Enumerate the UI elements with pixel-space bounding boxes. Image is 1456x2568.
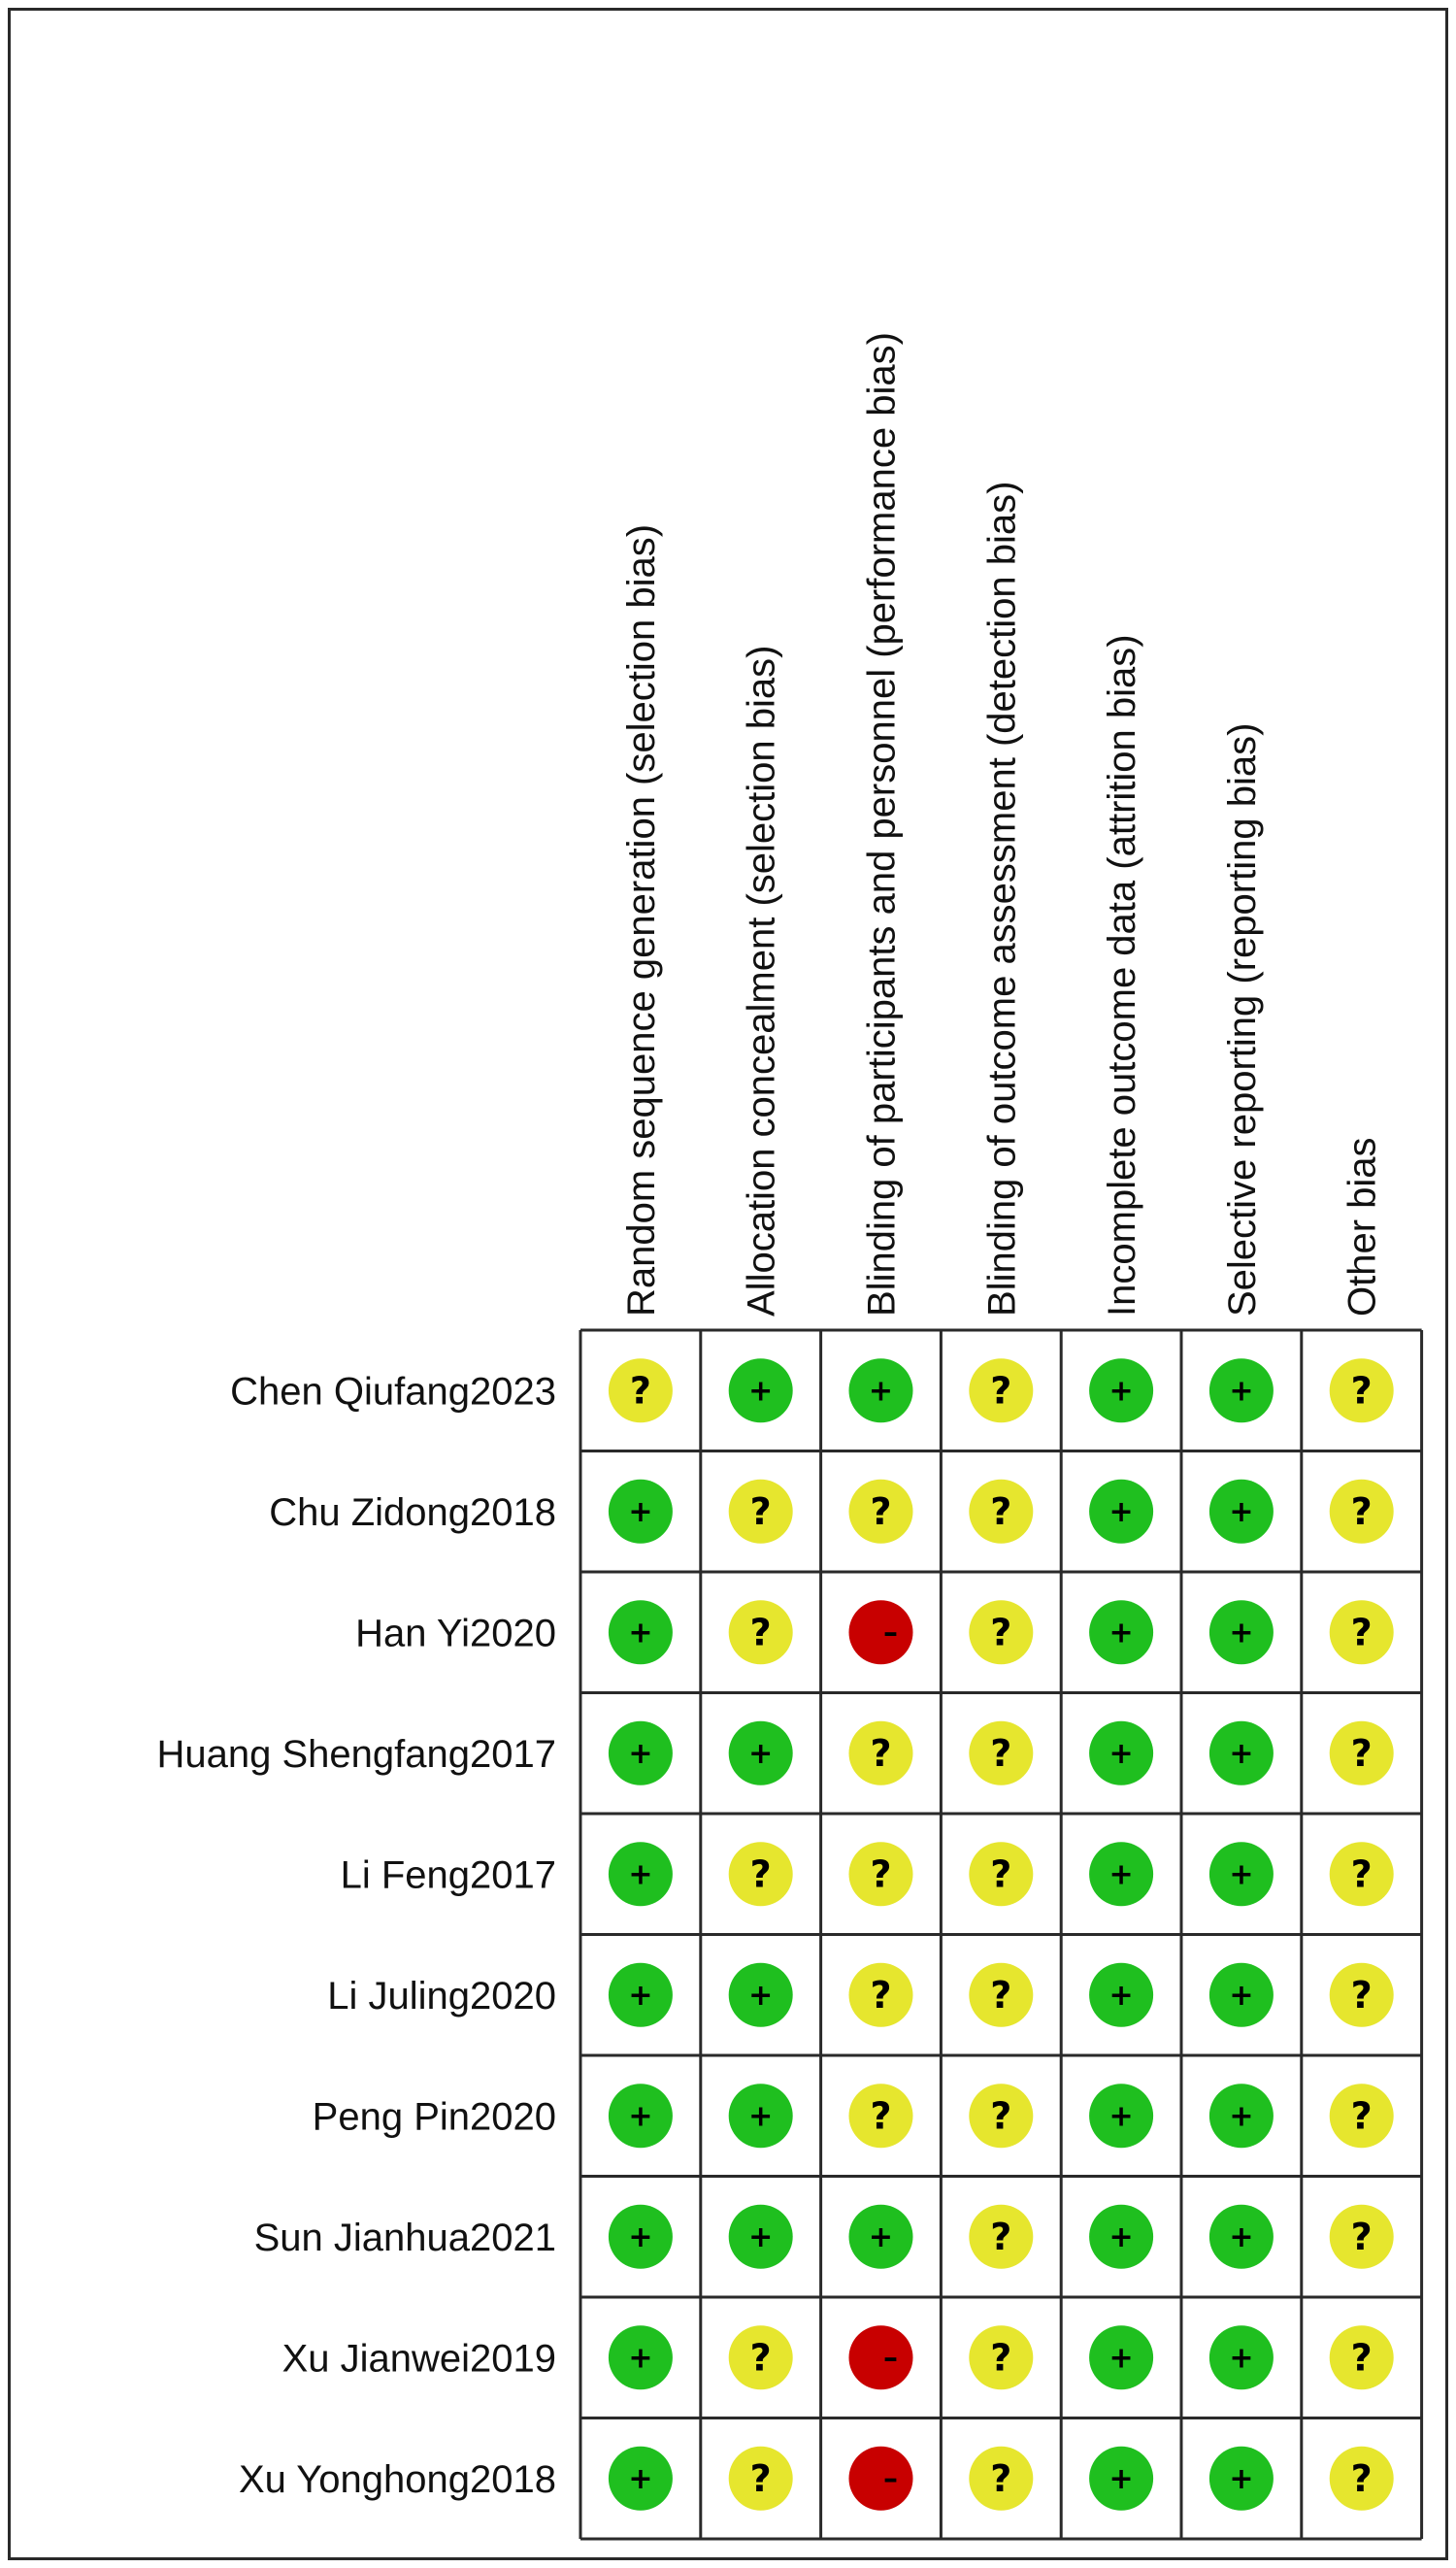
rating-mark: [1330, 2205, 1394, 2269]
rating-mark: [1330, 1963, 1394, 2027]
rating-symbol: ?: [1350, 1852, 1373, 1896]
rating-mark: [729, 1358, 793, 1422]
study-label: Sun Jianhua2021: [253, 2216, 556, 2259]
rating-mark: [1089, 1842, 1153, 1906]
rating-symbol: +: [1109, 1494, 1134, 1529]
rating-mark: [969, 2084, 1033, 2148]
rating-symbol: ?: [990, 2456, 1012, 2500]
rating-mark: [1209, 1842, 1274, 1906]
rating-mark: [609, 1600, 673, 1664]
rating-mark: [609, 2205, 673, 2269]
study-label: Chen Qiufang2023: [230, 1370, 556, 1414]
row-labels: [157, 1370, 556, 2501]
rating-mark: [1330, 2084, 1394, 2148]
rating-mark: [849, 1358, 913, 1422]
rating-symbol: +: [1229, 1978, 1254, 2013]
rating-mark: [849, 2205, 913, 2269]
rating-symbol: +: [628, 2219, 653, 2254]
rating-symbol: +: [1109, 1374, 1134, 1409]
rating-mark: [729, 2447, 793, 2511]
rating-symbol: +: [1109, 2219, 1134, 2254]
rating-mark: [1209, 2084, 1274, 2148]
rating-symbol: ?: [749, 1611, 772, 1654]
rating-symbol: ?: [1350, 2094, 1373, 2138]
rating-symbol: ?: [749, 2456, 772, 2500]
column-label: Selective reporting (reporting bias): [1220, 722, 1264, 1317]
column-label: Other bias: [1340, 1137, 1384, 1317]
rating-symbol: ?: [1350, 1973, 1373, 2017]
study-label: Xu Jianwei2019: [281, 2337, 556, 2381]
rating-symbol: +: [1229, 1616, 1254, 1651]
rating-symbol: ?: [990, 2094, 1012, 2138]
rating-symbol: +: [748, 2099, 774, 2134]
rating-mark: [729, 1600, 793, 1664]
rating-symbol: +: [748, 1736, 774, 1771]
column-labels: [620, 332, 1384, 1317]
rating-symbol: +: [868, 2219, 894, 2254]
rating-mark: [729, 2325, 793, 2389]
rating-symbol: +: [1229, 1494, 1254, 1529]
rating-mark: [849, 1721, 913, 1785]
rating-symbol: +: [1229, 2219, 1254, 2254]
rating-mark: [1089, 1480, 1153, 1544]
rating-mark: [1089, 2325, 1153, 2389]
rating-mark: [969, 1480, 1033, 1544]
rating-symbol: ?: [990, 1489, 1012, 1533]
rating-symbol: ?: [1350, 1369, 1373, 1413]
rating-mark: [1209, 2447, 1274, 2511]
rating-mark: [609, 1963, 673, 2027]
study-label: Han Yi2020: [355, 1612, 556, 1655]
rating-grid: [580, 1330, 1422, 2539]
rating-mark: [1209, 1963, 1274, 2027]
rating-symbol: +: [1109, 2461, 1134, 2496]
rating-mark: [1209, 2325, 1274, 2389]
rating-mark: [849, 2447, 913, 2511]
rating-symbol: ?: [1350, 2215, 1373, 2258]
rating-symbol: –: [883, 1616, 898, 1651]
rating-mark: [1330, 1600, 1394, 1664]
rating-symbol: +: [1229, 2341, 1254, 2376]
risk-of-bias-figure: [8, 8, 1448, 2560]
rating-symbol: +: [628, 2341, 653, 2376]
rating-symbol: ?: [749, 1489, 772, 1533]
rating-mark: [1209, 1721, 1274, 1785]
rating-mark: [1330, 1842, 1394, 1906]
high-risk-circle: [849, 1600, 913, 1664]
rating-symbol: –: [883, 2461, 898, 2496]
rating-symbol: +: [1229, 2099, 1254, 2134]
rating-mark: [849, 2325, 913, 2389]
rating-symbol: +: [1109, 1736, 1134, 1771]
rating-symbol: ?: [990, 2336, 1012, 2380]
rating-mark: [609, 2325, 673, 2389]
rating-symbol: ?: [870, 2094, 892, 2138]
rating-symbol: +: [868, 1374, 894, 1409]
rating-mark: [1330, 2447, 1394, 2511]
rating-mark: [1089, 1963, 1153, 2027]
rating-symbol: ?: [1350, 2456, 1373, 2500]
rating-symbol: +: [1109, 2341, 1134, 2376]
rating-mark: [609, 2447, 673, 2511]
rating-symbol: ?: [870, 1489, 892, 1533]
rating-mark: [969, 2325, 1033, 2389]
rating-symbol: ?: [749, 2336, 772, 2380]
rating-mark: [1089, 1600, 1153, 1664]
rating-mark: [609, 1358, 673, 1422]
rating-mark: [969, 2205, 1033, 2269]
study-label: Li Juling2020: [327, 1974, 556, 2018]
study-label: Xu Yonghong2018: [238, 2457, 556, 2501]
rating-symbol: +: [628, 1978, 653, 2013]
rating-symbol: –: [883, 2341, 898, 2376]
rating-symbol: +: [1229, 1374, 1254, 1409]
study-label: Chu Zidong2018: [269, 1490, 556, 1534]
rating-symbol: ?: [990, 1369, 1012, 1413]
rating-symbol: +: [628, 2461, 653, 2496]
rating-symbol: ?: [1350, 2336, 1373, 2380]
rating-mark: [1330, 2325, 1394, 2389]
rating-mark: [1330, 1721, 1394, 1785]
study-label: Huang Shengfang2017: [156, 1732, 556, 1776]
rating-symbol: +: [1109, 1616, 1134, 1651]
rating-symbol: +: [628, 1857, 653, 1892]
rating-symbol: +: [628, 2099, 653, 2134]
rating-mark: [1209, 1480, 1274, 1544]
rating-mark: [729, 1963, 793, 2027]
rating-mark: [849, 1480, 913, 1544]
rating-mark: [1330, 1358, 1394, 1422]
rating-symbol: ?: [990, 1973, 1012, 2017]
rating-symbol: ?: [1350, 1489, 1373, 1533]
rating-mark: [969, 1358, 1033, 1422]
rating-mark: [849, 1842, 913, 1906]
rating-mark: [1209, 2205, 1274, 2269]
rating-mark: [1330, 1480, 1394, 1544]
rating-mark: [609, 2084, 673, 2148]
column-label: Allocation concealment (selection bias): [740, 645, 783, 1317]
study-label: Li Feng2017: [340, 1853, 556, 1897]
rating-symbol: ?: [990, 1611, 1012, 1654]
rating-symbol: +: [1229, 1736, 1254, 1771]
rating-mark: [609, 1842, 673, 1906]
rating-mark: [969, 1963, 1033, 2027]
rating-symbol: +: [1229, 1857, 1254, 1892]
rating-mark: [1209, 1358, 1274, 1422]
rating-symbol: +: [1229, 2461, 1254, 2496]
rating-mark: [849, 2084, 913, 2148]
rating-symbol: +: [628, 1736, 653, 1771]
rating-symbol: +: [628, 1616, 653, 1651]
rating-mark: [849, 1963, 913, 2027]
rating-symbol: ?: [1350, 1731, 1373, 1775]
rating-mark: [609, 1721, 673, 1785]
rating-mark: [969, 1600, 1033, 1664]
high-risk-circle: [849, 2325, 913, 2389]
risk-of-bias-chart: [11, 11, 1451, 2563]
rating-symbol: ?: [1350, 1611, 1373, 1654]
rating-mark: [1089, 2084, 1153, 2148]
rating-symbol: +: [748, 2219, 774, 2254]
column-label: Incomplete outcome data (attrition bias): [1101, 634, 1144, 1317]
rating-mark: [729, 1721, 793, 1785]
rating-symbol: ?: [629, 1369, 651, 1413]
rating-mark: [729, 2084, 793, 2148]
rating-mark: [729, 1480, 793, 1544]
rating-symbol: +: [1109, 1978, 1134, 2013]
column-label: Blinding of participants and personnel (performance bias): [860, 332, 904, 1317]
column-label: Random sequence generation (selection bias): [619, 523, 663, 1317]
rating-mark: [729, 2205, 793, 2269]
rating-mark: [609, 1480, 673, 1544]
rating-symbol: ?: [870, 1731, 892, 1775]
rating-symbol: +: [748, 1978, 774, 2013]
rating-mark: [969, 1721, 1033, 1785]
rating-mark: [1089, 1721, 1153, 1785]
high-risk-circle: [849, 2447, 913, 2511]
rating-mark: [729, 1842, 793, 1906]
rating-symbol: +: [1109, 2099, 1134, 2134]
rating-mark: [969, 2447, 1033, 2511]
rating-symbol: ?: [990, 1731, 1012, 1775]
rating-mark: [1089, 2205, 1153, 2269]
rating-mark: [1209, 1600, 1274, 1664]
rating-symbol: ?: [870, 1973, 892, 2017]
rating-symbol: ?: [990, 2215, 1012, 2258]
rating-symbol: ?: [749, 1852, 772, 1896]
rating-symbol: +: [1109, 1857, 1134, 1892]
rating-symbol: +: [628, 1494, 653, 1529]
rating-symbol: +: [748, 1374, 774, 1409]
rating-symbol: ?: [870, 1852, 892, 1896]
rating-mark: [849, 1600, 913, 1664]
rating-mark: [969, 1842, 1033, 1906]
rating-mark: [1089, 1358, 1153, 1422]
study-label: Peng Pin2020: [312, 2095, 556, 2139]
rating-mark: [1089, 2447, 1153, 2511]
column-label: Blinding of outcome assessment (detection bias): [980, 481, 1024, 1317]
rating-symbol: ?: [990, 1852, 1012, 1896]
